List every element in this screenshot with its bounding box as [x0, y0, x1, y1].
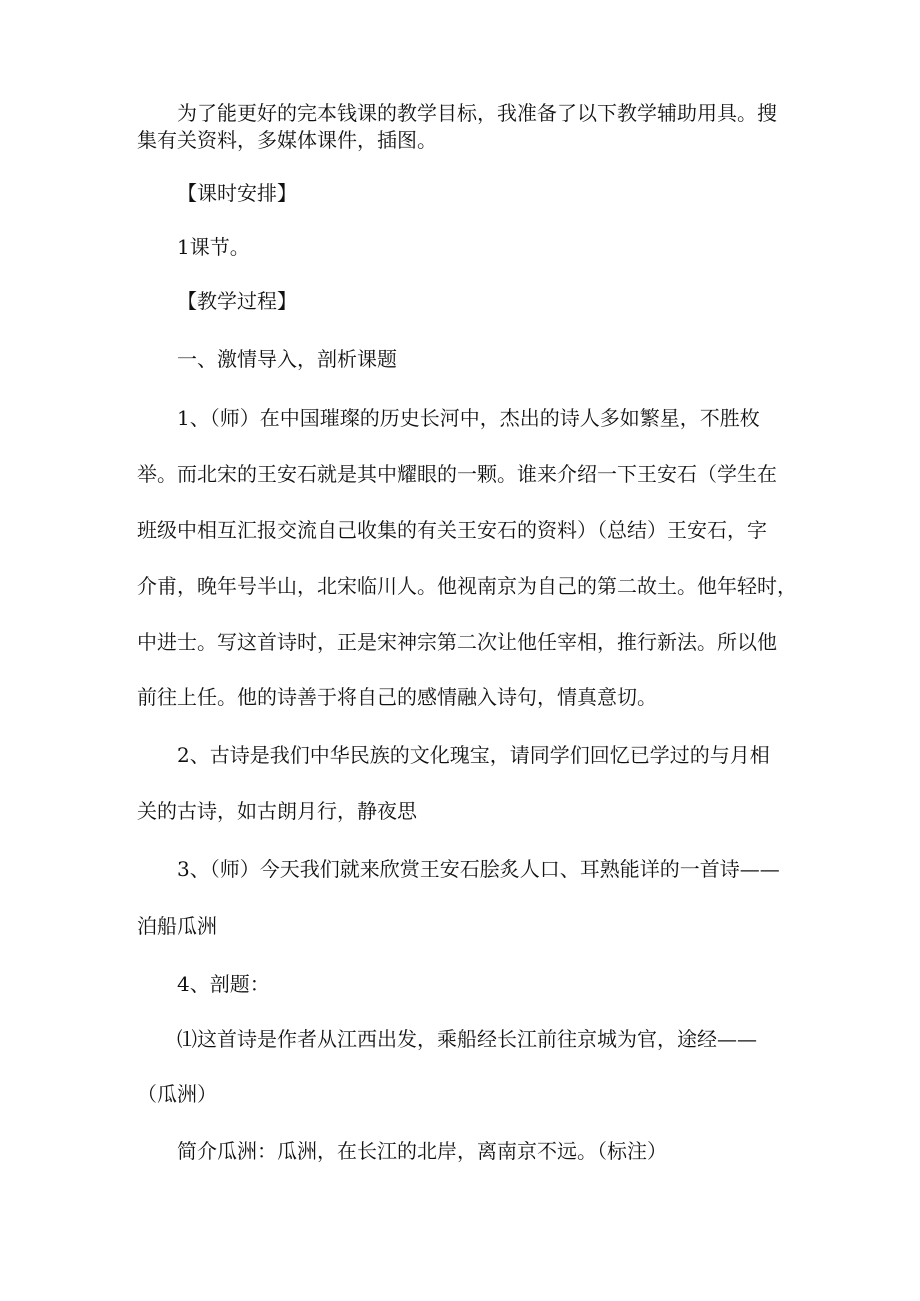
paragraph-line: 1、（师）在中国璀璨的历史长河中，杰出的诗人多如繁星，不胜枚	[177, 406, 760, 430]
paragraph-line: 2、古诗是我们中华民族的文化瑰宝，请同学们回忆已学过的与月相	[177, 743, 770, 767]
section-heading: 【课时安排】	[177, 181, 297, 205]
paragraph-line: 前往上任。他的诗善于将自己的感情融入诗句，情真意切。	[137, 685, 657, 709]
paragraph-line: （瓜洲）	[137, 1082, 217, 1106]
paragraph-line: 3、（师）今天我们就来欣赏王安石脍炙人口、耳熟能详的一首诗——	[177, 857, 780, 881]
paragraph-line: 举。而北宋的王安石就是其中耀眼的一颗。谁来介绍一下王安石（学生在	[137, 462, 777, 486]
paragraph-line: 集有关资料，多媒体课件，插图。	[137, 128, 437, 152]
paragraph-line: 班级中相互汇报交流自己收集的有关王安石的资料）（总结）王安石，字	[137, 518, 767, 542]
paragraph-line: 泊船瓜洲	[137, 914, 217, 938]
paragraph-line: 1课节。	[177, 235, 250, 259]
paragraph-line: 简介瓜洲：瓜洲，在长江的北岸，离南京不远。（标注）	[177, 1139, 667, 1163]
paragraph-line: 为了能更好的完本钱课的教学目标，我准备了以下教学辅助用具。搜	[177, 101, 777, 125]
paragraph-line: 介甫，晚年号半山，北宋临川人。他视南京为自己的第二故土。他年轻时，	[137, 574, 797, 598]
paragraph-line: 中进士。写这首诗时，正是宋神宗第二次让他任宰相，推行新法。所以他	[137, 630, 777, 654]
section-heading: 【教学过程】	[177, 289, 297, 313]
paragraph-line: 关的古诗，如古朗月行，静夜思	[137, 799, 417, 823]
paragraph-line: 4、剖题：	[177, 972, 270, 996]
subsection-heading: 一、激情导入，剖析课题	[177, 347, 397, 371]
paragraph-line: ⑴这首诗是作者从江西出发，乘船经长江前往京城为官，途经——	[177, 1027, 757, 1051]
